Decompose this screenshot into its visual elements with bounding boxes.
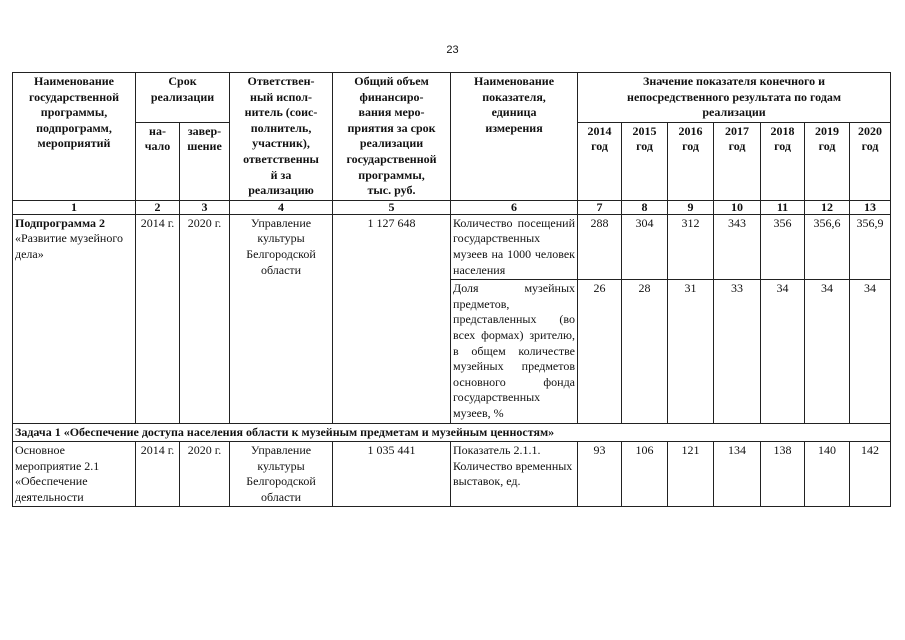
column-number: 4 bbox=[230, 200, 333, 214]
header-indicator: Наименование показателя, единица измерения bbox=[451, 73, 578, 201]
header-year: 2019 год bbox=[805, 122, 850, 200]
indicator-value: 142 bbox=[850, 442, 891, 507]
header-start: на- чало bbox=[136, 122, 180, 200]
indicator-value: 304 bbox=[622, 214, 668, 279]
indicator-value: 106 bbox=[622, 442, 668, 507]
indicator-value: 134 bbox=[714, 442, 761, 507]
indicator-value: 26 bbox=[578, 280, 622, 423]
column-numbers-row bbox=[13, 200, 891, 214]
header-year: 2020 год bbox=[850, 122, 891, 200]
indicator-value: 93 bbox=[578, 442, 622, 507]
column-number: 1 bbox=[13, 200, 136, 214]
indicator-value: 34 bbox=[761, 280, 805, 423]
column-number: 11 bbox=[761, 200, 805, 214]
header-year: 2014 год bbox=[578, 122, 622, 200]
activity-executor: Управление культуры Белгородской области bbox=[230, 442, 333, 507]
task-title: Задача 1 «Обеспечение доступа населения области к музейным предметам и музейным ценностям» bbox=[13, 423, 891, 442]
subprogram-row bbox=[13, 214, 891, 279]
page-number: 23 bbox=[446, 44, 459, 56]
indicator-value: 28 bbox=[622, 280, 668, 423]
column-number: 3 bbox=[180, 200, 230, 214]
column-number: 2 bbox=[136, 200, 180, 214]
header-executor: Ответствен- ный испол- нитель (соис- полнитель, участник), ответственны й за реализацию bbox=[230, 73, 333, 201]
indicator-value: 356 bbox=[761, 214, 805, 279]
column-number: 12 bbox=[805, 200, 850, 214]
header-year: 2016 год bbox=[668, 122, 714, 200]
indicator-name: Доля музейных предметов, представленных (во всех формах) зрителю, в общем количестве музейных предметов основного фонда государственных музеев, % bbox=[451, 280, 578, 423]
header-year: 2018 год bbox=[761, 122, 805, 200]
indicator-value: 34 bbox=[805, 280, 850, 423]
indicator-value: 34 bbox=[850, 280, 891, 423]
indicator-value: 33 bbox=[714, 280, 761, 423]
indicator-value: 121 bbox=[668, 442, 714, 507]
activity-name-text: Основное мероприятие 2.1 «Обеспечение деятельности bbox=[15, 443, 100, 504]
indicator-value: 138 bbox=[761, 442, 805, 507]
indicator-value: 288 bbox=[578, 214, 622, 279]
subprogram-subtitle: «Развитие музейного дела» bbox=[15, 231, 123, 261]
column-number: 13 bbox=[850, 200, 891, 214]
indicator-value: 356,9 bbox=[850, 214, 891, 279]
header-period: Срок реализации bbox=[136, 73, 230, 123]
header-program-name: Наименование государственной программы, подпрограмм, мероприятий bbox=[13, 73, 136, 201]
header-year: 2017 год bbox=[714, 122, 761, 200]
activity-start: 2014 г. bbox=[136, 442, 180, 507]
activity-row bbox=[13, 442, 891, 507]
subprogram-start: 2014 г. bbox=[136, 214, 180, 423]
subprogram-name bbox=[13, 214, 136, 423]
program-table bbox=[12, 72, 891, 507]
activity-end: 2020 г. bbox=[180, 442, 230, 507]
header-end: завер- шение bbox=[180, 122, 230, 200]
column-number: 9 bbox=[668, 200, 714, 214]
activity-indicator: Показатель 2.1.1. Количество временных выставок, ед. bbox=[451, 442, 578, 507]
task-row bbox=[13, 423, 891, 442]
activity-name bbox=[13, 442, 136, 507]
indicator-value: 356,6 bbox=[805, 214, 850, 279]
header-values: Значение показателя конечного и непосредственного результата по годам реализации bbox=[578, 73, 891, 123]
indicator-value: 140 bbox=[805, 442, 850, 507]
header-funding: Общий объем финансиро- вания меро- приятия за срок реализации государственной программы, тыс. руб. bbox=[333, 73, 451, 201]
subprogram-executor: Управление культуры Белгородской области bbox=[230, 214, 333, 423]
indicator-value: 312 bbox=[668, 214, 714, 279]
indicator-name: Количество посещений государственных музеев на 1000 человек населения bbox=[451, 214, 578, 279]
column-number: 10 bbox=[714, 200, 761, 214]
subprogram-funding: 1 127 648 bbox=[333, 214, 451, 423]
indicator-value: 31 bbox=[668, 280, 714, 423]
column-number: 7 bbox=[578, 200, 622, 214]
activity-funding: 1 035 441 bbox=[333, 442, 451, 507]
subprogram-title: Подпрограмма 2 bbox=[15, 215, 106, 230]
header-year: 2015 год bbox=[622, 122, 668, 200]
subprogram-end: 2020 г. bbox=[180, 214, 230, 423]
column-number: 8 bbox=[622, 200, 668, 214]
column-number: 6 bbox=[451, 200, 578, 214]
column-number: 5 bbox=[333, 200, 451, 214]
indicator-value: 343 bbox=[714, 214, 761, 279]
